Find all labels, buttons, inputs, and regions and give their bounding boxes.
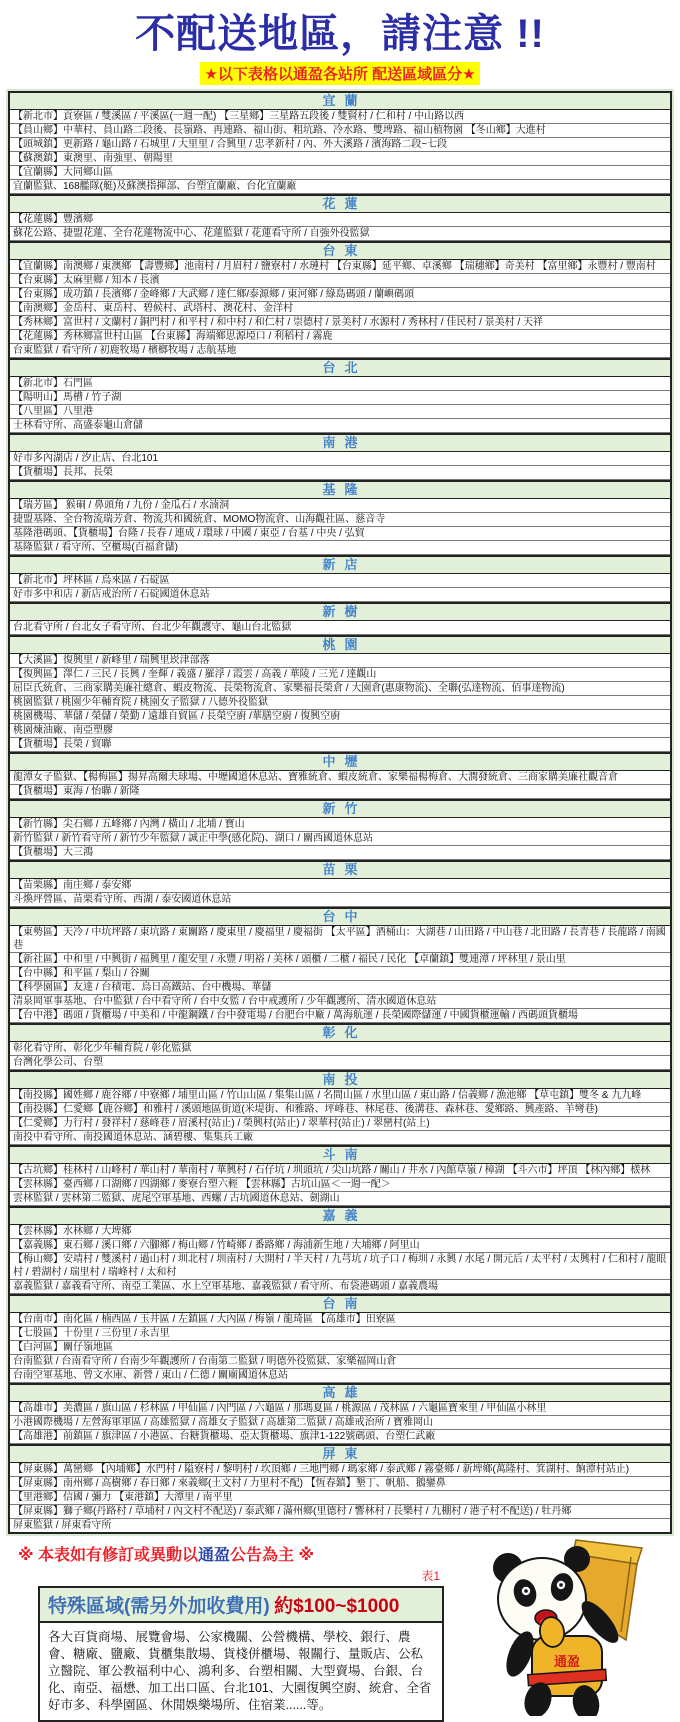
region-row: 【台東縣】成功鎮 / 長濱鄉 / 金峰鄉 / 大武鄉 / 達仁鄉/泰源鄉 / 東河鄉 / 綠島碼頭 / 蘭嶼碼頭 — [10, 288, 670, 302]
region-row: 好市多中和店 / 新店戒治所 / 石碇國道休息站 — [10, 588, 670, 602]
section-header: 嘉義 — [10, 1206, 670, 1225]
section-header: 新樹 — [10, 602, 670, 621]
brand-name: 通盈 — [198, 1547, 231, 1564]
panda-mascot-icon — [480, 1536, 670, 1716]
region-row: 新竹監獄 / 新竹看守所 / 新竹少年監獄 / 誠正中學(感化院)、湖口 / 關西國道休息站 — [10, 832, 670, 846]
region-row: 【雲林縣】臺西鄉 / 口湖鄉 / 四湖鄉 / 麥寮台塑六輕 【雲林縣】古坑山區＜一週一配＞ — [10, 1178, 670, 1192]
region-row: 台東監獄 / 看守所 / 初鹿牧場 / 檳榔牧場 / 志航基地 — [10, 344, 670, 358]
region-row: 【科學園區】友達 / 台積電、烏日高鐵站、台中機場、華儲 — [10, 981, 670, 995]
section-header: 台北 — [10, 358, 670, 377]
region-row: 宜蘭監獄、168艦隊(艇)及蘇澳指揮部、台塑宜蘭廠、台化宜蘭廠 — [10, 180, 670, 194]
region-row: 【新社區】中和里 / 中興街 / 福興里 / 龍安里 / 永豐 / 明裕 / 美林 / 頭櫃 / 二櫃 / 福民 / 民化 【卓蘭鎮】雙連潭 / 坪林里 / 景山里 — [10, 953, 670, 967]
note-suffix: 公告為主 ※ — [230, 1547, 315, 1564]
region-row: 【屏東縣】萬巒鄉 【內埔鄉】水門村 / 隘寮村 / 黎明村 / 坎頂鄉 / 三地門鄉 / 瑪家鄉 / 泰武鄉 / 霧臺鄉 / 新埤鄉(萬隆村、箕湖村、餉潭村站止) — [10, 1463, 670, 1477]
region-row: 【陽明山】馬槽 / 竹子湖 — [10, 391, 670, 405]
region-row: 台南空軍基地、曾文水庫、新營 / 東山 / 仁德 / 關廟國道休息站 — [10, 1369, 670, 1383]
section-header: 宜蘭 — [10, 93, 670, 110]
special-box-header — [40, 1588, 442, 1623]
region-row: 桃園煉油廠、南亞塑膠 — [10, 724, 670, 738]
region-row: 【台東縣】太麻里鄉 / 知本 / 長濱 — [10, 274, 670, 288]
section-header: 花蓮 — [10, 194, 670, 213]
region-row: 屏東監獄 / 屏東看守所 — [10, 1519, 670, 1532]
section-header: 新店 — [10, 555, 670, 574]
region-row: 【古坑鄉】桂林村 / 山峰村 / 華山村 / 華南村 / 華興村 / 石仔坑 / 圳頭坑 / 尖山坑路 / 關山 / 井水 / 內館草嶺 / 樟湖 【斗六市】坪頂 【林內鄉】檨林 — [10, 1164, 670, 1178]
region-row: 【屏東縣】獅子鄉(丹路村 / 草埔村 / 內文村不配送) / 泰武鄉 / 滿州鄉(里德村 / 響林村 / 長樂村 / 九棚村 / 港子村不配送) / 牡丹鄉 — [10, 1505, 670, 1519]
section-header: 苗栗 — [10, 860, 670, 879]
region-row: 【花蓮縣】豐濱鄉 — [10, 213, 670, 227]
page-subtitle: ★以下表格以通盈各站所 配送區域區分★ — [200, 62, 479, 85]
mascot-brand-label: 通盈 — [553, 1654, 581, 1669]
region-row: 【里港鄉】信國 / 彌力 【東港鎮】大潭里 / 南平里 — [10, 1491, 670, 1505]
region-row: 龍潭女子監獄、【楊梅區】揚昇高爾夫球場、中壢國道休息站、寶雅統倉、蝦皮統倉、家樂福楊梅倉、大潤發統倉、三商家購美廉社觀音倉 — [10, 771, 670, 785]
note-prefix: ※ 本表如有修訂或異動以 — [18, 1547, 199, 1564]
region-row: 彰化看守所、彰化少年輔育院 / 彰化監獄 — [10, 1042, 670, 1056]
section-header: 桃園 — [10, 635, 670, 654]
special-price: 約$100~$1000 — [274, 1596, 400, 1617]
section-header: 台東 — [10, 241, 670, 260]
footer — [8, 1542, 672, 1722]
region-row: 【貨櫃場】大三鴻 — [10, 846, 670, 860]
region-row: 桃園監獄 / 桃園少年輔育院 / 桃園女子監獄 / 八德外役監獄 — [10, 696, 670, 710]
region-row: 蘇花公路、捷盟花蓮、全台花蓮物流中心、花蓮監獄 / 花蓮看守所 / 自強外役監獄 — [10, 227, 670, 241]
subtitle-row — [0, 62, 680, 85]
region-row: 【新北市】坪林區 / 烏來區 / 石碇區 — [10, 574, 670, 588]
special-title: 特殊區域(需另外加收費用) — [48, 1596, 270, 1617]
region-row: 【宜蘭縣】大同鄉山區 — [10, 166, 670, 180]
region-table — [8, 91, 672, 1534]
region-row: 【仁愛鄉】力行村 / 發祥村 / 慈峰巷 / 眉溪村(站止) / 榮興村(站止) / 翠華村(站止) / 翠巒村(站上) — [10, 1117, 670, 1131]
region-row: 好市多內湖店 / 汐止店、台北101 — [10, 452, 670, 466]
section-header: 南投 — [10, 1070, 670, 1089]
section-header: 中壢 — [10, 752, 670, 771]
region-row: 小港國際機場 / 左營海軍軍區 / 高雄監獄 / 高雄女子監獄 / 高雄第二監獄 / 高雄戒治所 / 寶雅岡山 — [10, 1416, 670, 1430]
region-row: 【宜蘭縣】南澳鄉 / 東澳鄉 【壽豐鄉】池南村 / 月眉村 / 鹽寮村 / 水璉村 【台東縣】延平鄉、卓溪鄉 【瑞穗鄉】奇美村 【富里鄉】永豐村 / 豐南村 — [10, 260, 670, 274]
region-row: 【新北市】貢寮區 / 雙溪區 / 平溪區(一週一配) 【三星鄉】三星路五段後 / 雙賢村 / 仁和村 / 中山路以西 — [10, 110, 670, 124]
section-header: 台南 — [10, 1294, 670, 1313]
region-row: 台北看守所 / 台北女子看守所、台北少年觀護守、龜山台北監獄 — [10, 621, 670, 635]
section-header: 屏東 — [10, 1444, 670, 1463]
region-row: 【蘇澳鎮】東澳里、南強里、朝陽里 — [10, 152, 670, 166]
section-header: 彰化 — [10, 1023, 670, 1042]
region-row: 桃園機場、華儲 / 榮儲 / 榮勤 / 遠雄自貿區 / 長榮空廚 /華膳空廚 / 復興空廚 — [10, 710, 670, 724]
region-row: 【台中縣】和平區 / 梨山 / 谷關 — [10, 967, 670, 981]
section-header: 高雄 — [10, 1383, 670, 1402]
region-row: 【南投縣】仁愛鄉【鹿谷鄉】和雅村 / 溪頭地區街道(米堤街、和雅路、坪峰巷、林尾巷、後溝巷、森林巷、愛鄉路、興產路、羊彎巷) — [10, 1103, 670, 1117]
region-row: 【白河區】關仔嶺地區 — [10, 1341, 670, 1355]
special-region-box — [38, 1586, 444, 1722]
region-row: 【八里區】八里港 — [10, 405, 670, 419]
region-row: 【高雄市】美濃區 / 旗山區 / 杉林區 / 甲仙區 / 內門區 / 六龜區 / 那瑪夏區 / 桃源區 / 茂林區 / 六龜區寶來里 / 甲仙區小林里 — [10, 1402, 670, 1416]
region-row: 【貨櫃場】東海 / 怡聯 / 新隆 — [10, 785, 670, 799]
region-row: 【秀林鄉】富世村 / 文蘭村 / 銅門村 / 和平村 / 和中村 / 和仁村 / 崇德村 / 景美村 / 水源村 / 秀林村 / 佳民村 / 景美村 / 天祥 — [10, 316, 670, 330]
region-row: 【新竹縣】尖石鄉 / 五峰鄉 / 內灣 / 橫山 / 北埔 / 寶山 — [10, 818, 670, 832]
region-row: 【頭城鎮】更新路 / 龜山路 / 石城里 / 大里里 / 合興里 / 忠孝新村 / 內、外大溪路 / 濱海路二段~七段 — [10, 138, 670, 152]
page-title: 不配送地區，請注意 !! — [135, 12, 545, 56]
region-row: 【苗栗縣】南庄鄉 / 泰安鄉 — [10, 879, 670, 893]
region-row: 【南投縣】國姓鄉 / 鹿谷鄉 / 中寮鄉 / 埔里山區 / 竹山山區 / 集集山區 / 名間山區 / 水里山區 / 東山路 / 信義鄉 / 漁池鄉 【草屯鎮】雙冬 & 九九峰 — [10, 1089, 670, 1103]
region-row: 清泉岡軍事基地、台中監獄 / 台中看守所 / 台中女監 / 台中戒護所 / 少年觀護所、清水國道休息站 — [10, 995, 670, 1009]
section-header: 斗南 — [10, 1145, 670, 1164]
region-row: 捷盟基隆、全台物流瑞芳倉、物流共和國統倉、MOMO物流倉、山海觀社區、慈音寺 — [10, 513, 670, 527]
region-row: 【雲林縣】水林鄉 / 大埤鄉 — [10, 1225, 670, 1239]
region-row: 【高雄港】前鎮區 / 旗津區 / 小港區、台糖貨櫃場、亞太貨櫃場、旗津1-122號碼頭、台塑仁武廠 — [10, 1430, 670, 1444]
region-row: 【梅山鄉】安靖村 / 雙溪村 / 過山村 / 圳北村 / 圳南村 / 大開村 / 半天村 / 九芎坑 / 坑子口 / 梅圳 / 永興 / 水尾 / 開元后 / 太平村 / 太興村 / 仁和村 / 龍眼村 / 碧湖村 / 瑞里村 / 瑞峰村 / 太和村 — [10, 1253, 670, 1280]
region-row: 【貨櫃場】長邦、長榮 — [10, 466, 670, 480]
region-row: 【大溪區】復興里 / 新峰里 / 瑞興里崁津部落 — [10, 654, 670, 668]
region-row: 斗煥坪營區、苗栗看守所、西湖 / 泰安國道休息站 — [10, 893, 670, 907]
section-header: 基隆 — [10, 480, 670, 499]
region-row: 【瑞芳區】 猴硐 / 鼻頭角 / 九份 / 金瓜石 / 水湳洞 — [10, 499, 670, 513]
region-row: 【南澳鄉】金岳村、東岳村、碧候村、武塔村、澳花村、金洋村 — [10, 302, 670, 316]
section-header: 新竹 — [10, 799, 670, 818]
region-row: 台南監獄 / 台南看守所 / 台南少年觀護所 / 台南第二監獄 / 明德外役監獄、家樂福岡山倉 — [10, 1355, 670, 1369]
region-row: 【嘉義縣】東石鄉 / 溪口鄉 / 六腳鄉 / 梅山鄉 / 竹崎鄉 / 番路鄉 / 海浦新生地 / 大埔鄉 / 阿里山 — [10, 1239, 670, 1253]
region-row: 士林看守所、高盛泰龜山倉儲 — [10, 419, 670, 433]
region-row: 【貨櫃場】長榮 / 貿聯 — [10, 738, 670, 752]
region-row: 基隆港碼頭、【貨櫃場】台隆 / 長春 / 連成 / 環球 / 中國 / 東亞 / 台基 / 中央 / 弘貿 — [10, 527, 670, 541]
region-row: 屈臣氏統倉、三商家購美廉社總倉、蝦皮物流、長榮物流倉、家樂福長榮倉 / 大園倉(惠康物流)、全聯(弘達物流、佰事達物流) — [10, 682, 670, 696]
table1-label: 表1 — [421, 1569, 440, 1583]
region-row: 台灣化學公司、台塑 — [10, 1056, 670, 1070]
section-header: 南港 — [10, 433, 670, 452]
region-row: 【台中港】碼頭 / 貨櫃場 / 中美和 / 中龍鋼鐵 / 台中發電場 / 台肥台中廠 / 萬海航運 / 長榮國際儲運 / 中國貨櫃運輸 / 西碼頭貨櫃場 — [10, 1009, 670, 1023]
region-row: 南投中看守所、南投國道休息站、涵碧樓、集集兵工廠 — [10, 1131, 670, 1145]
region-row: 【新北市】石門區 — [10, 377, 670, 391]
special-body: 各大百貨商場、展覽會場、公家機關、公營機構、學校、銀行、農會、糖廠、鹽廠、貨櫃集散場、貨棧併櫃場、報關行、量販店、公私立醫院、軍公教福利中心、鴻利多、台塑相關、大型賣場、台銀、台化、南亞、福懋、加工出口區、台北101、大園復興空廚、統倉、全省好市多、科學園區、休閒娛樂場所、住宿業......等。 — [48, 1630, 432, 1712]
region-row: 基隆監獄 / 看守所、空櫃場(百福倉儲) — [10, 541, 670, 555]
region-row: 嘉義監獄 / 嘉義看守所、南亞工業區、水上空軍基地、嘉義監獄 / 看守所、布袋港碼頭 / 嘉義農場 — [10, 1280, 670, 1294]
section-header: 台中 — [10, 907, 670, 926]
region-row: 雲林監獄 / 雲林第二監獄、虎尾空軍基地、西螺 / 古坑國道休息站、劍湖山 — [10, 1192, 670, 1206]
region-row: 【屏東縣】南州鄉 / 高樹鄉 / 春日鄉 / 來義鄉(土文村 / 力里村不配) 【恆春鎮】墾丁、帆船、鵝鑾鼻 — [10, 1477, 670, 1491]
region-row: 【員山鄉】中華村、員山路二段後、長嶺路、再連路、福山街、粗坑路、冷水路、雙埤路、福山植物園 【冬山鄉】大進村 — [10, 124, 670, 138]
region-row: 【七股區】十份里 / 三份里 / 永吉里 — [10, 1327, 670, 1341]
region-row: 【東勢區】天冷 / 中坑坪路 / 東坑路 / 東關路 / 慶東里 / 慶福里 / 慶福街 【太平區】酒桶山：大湖巷 / 山田路 / 中山巷 / 北田路 / 長青巷 / 長龍路 / 南國巷 — [10, 926, 670, 953]
region-row: 【台南市】南化區 / 楠西區 / 玉井區 / 左鎮區 / 大內區 / 梅嶺 / 龍琦區 【高雄市】田寮區 — [10, 1313, 670, 1327]
region-row: 【復興區】澤仁 / 三民 / 長興 / 奎輝 / 義盛 / 羅浮 / 霞雲 / 高義 / 華陵 / 三光 / 達觀山 — [10, 668, 670, 682]
region-row: 【花蓮縣】秀林鄉富世村山區 【台東縣】海端鄉思源埡口 / 利稻村 / 霧鹿 — [10, 330, 670, 344]
